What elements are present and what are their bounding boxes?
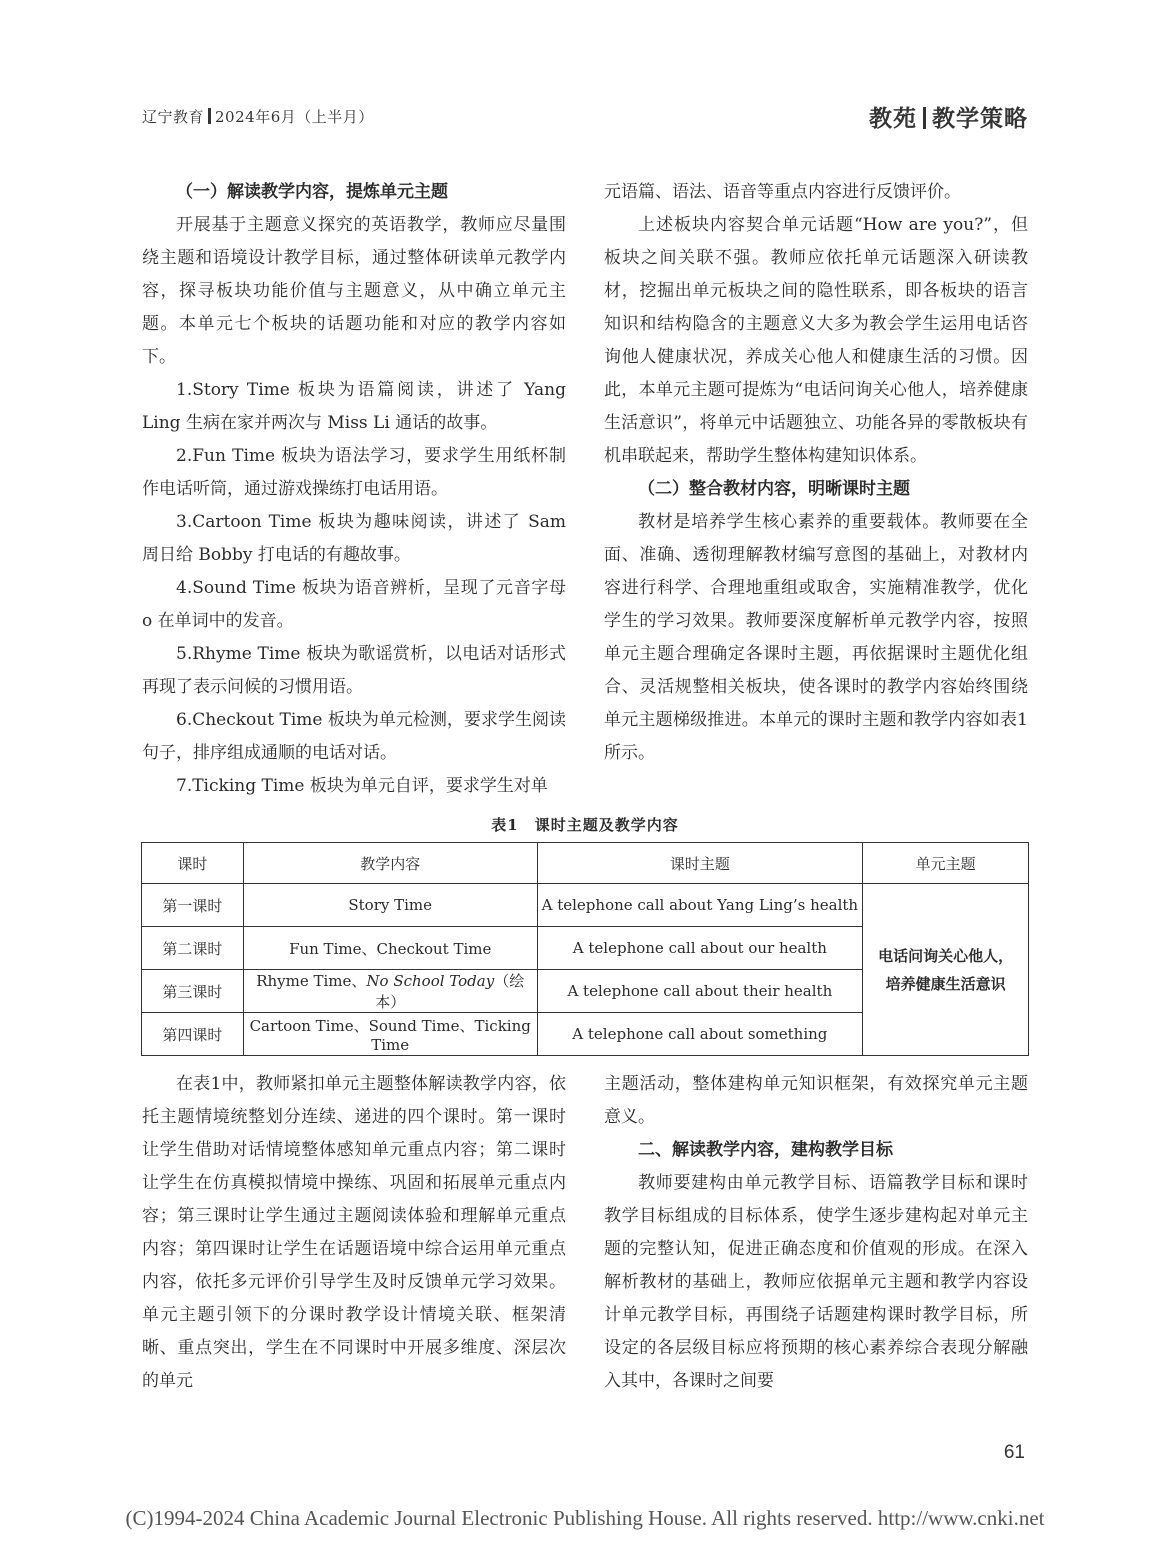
subsection-heading: （一）解读教学内容，提炼单元主题 bbox=[176, 182, 448, 202]
header-divider bbox=[208, 108, 211, 124]
paragraph: 1.Story Time 板块为语篇阅读，讲述了 Yang Ling 生病在家并两次与 Miss Li 通话的故事。 bbox=[142, 380, 566, 433]
left-column-lower bbox=[142, 1068, 566, 1398]
topic-cell: A telephone call about their health bbox=[537, 970, 863, 1013]
topic-cell: A telephone call about our health bbox=[537, 927, 863, 970]
unit-theme-cell bbox=[863, 884, 1029, 1056]
paragraph: 7.Ticking Time 板块为单元自评，要求学生对单 bbox=[176, 776, 548, 796]
lesson-cell: 第二课时 bbox=[142, 927, 244, 970]
paragraph: 教材是培养学生核心素养的重要载体。教师要在全面、准确、透彻理解教材编写意图的基础上，对教材内容进行科学、合理地重组或取舍，实施精准教学，优化学生的学习效果。教师要深度解析单元教学内容，按照单元主题合理确定各课时主题，再依据课时主题优化组合、灵活规整相关板块，使各课时的教学内容始终围绕单元主题梯级推进。本单元的课时主题和教学内容如表1所示。 bbox=[604, 512, 1028, 763]
table-header: 课时主题 bbox=[537, 843, 863, 884]
running-header-right bbox=[869, 100, 1028, 133]
content-cell bbox=[243, 970, 537, 1013]
unit-theme-line: 培养健康生活意识 bbox=[885, 974, 1006, 993]
lesson-cell: 第四课时 bbox=[142, 1013, 244, 1056]
content-text: （绘本） bbox=[375, 972, 525, 1011]
book-title: No School Today bbox=[366, 972, 495, 990]
header-divider bbox=[923, 107, 926, 129]
copyright-footer: (C)1994-2024 China Academic Journal Electronic Publishing House. All rights reserved. http://www.cnki.net bbox=[125, 1506, 1045, 1530]
right-column-lower bbox=[604, 1068, 1028, 1398]
section-heading: 二、解读教学内容，建构教学目标 bbox=[638, 1140, 893, 1160]
lesson-cell: 第三课时 bbox=[142, 970, 244, 1013]
journal-name: 辽宁教育 bbox=[142, 108, 205, 126]
content-cell: Story Time bbox=[243, 884, 537, 927]
paragraph: 6.Checkout Time 板块为单元检测，要求学生阅读句子，排序组成通顺的电话对话。 bbox=[142, 710, 566, 763]
content-cell: Fun Time、Checkout Time bbox=[243, 927, 537, 970]
issue-date: 2024年6月（上半月） bbox=[215, 108, 374, 126]
left-column bbox=[142, 176, 566, 803]
content-cell: Cartoon Time、Sound Time、Ticking Time bbox=[243, 1013, 537, 1056]
running-header-left bbox=[142, 106, 374, 127]
table-caption: 表1 课时主题及教学内容 bbox=[491, 816, 679, 834]
topic-cell: A telephone call about something bbox=[537, 1013, 863, 1056]
subsection-heading: （二）整合教材内容，明晰课时主题 bbox=[638, 479, 910, 499]
table-header: 课时 bbox=[142, 843, 244, 884]
topic-cell: A telephone call about Yang Ling’s health bbox=[537, 884, 863, 927]
table-row bbox=[142, 884, 1029, 927]
table-header: 单元主题 bbox=[863, 843, 1029, 884]
right-column bbox=[604, 176, 1028, 770]
paragraph: 主题活动，整体建构单元知识框架，有效探究单元主题意义。 bbox=[604, 1074, 1028, 1127]
content-text: Rhyme Time、 bbox=[256, 972, 367, 990]
table-header-row bbox=[142, 843, 1029, 884]
paragraph: 开展基于主题意义探究的英语教学，教师应尽量围绕主题和语境设计教学目标，通过整体研读单元教学内容，探寻板块功能价值与主题意义，从中确立单元主题。本单元七个板块的话题功能和对应的教学内容如下。 bbox=[142, 215, 566, 367]
paragraph: 2.Fun Time 板块为语法学习，要求学生用纸杯制作电话听筒，通过游戏操练打电话用语。 bbox=[142, 446, 566, 499]
paragraph: 元语篇、语法、语音等重点内容进行反馈评价。 bbox=[604, 182, 961, 202]
paragraph: 5.Rhyme Time 板块为歌谣赏析，以电话对话形式再现了表示问候的习惯用语。 bbox=[142, 644, 566, 697]
paragraph: 上述板块内容契合单元话题“How are you?”，但板块之间关联不强。教师应依托单元话题深入研读教材，挖掘出单元板块之间的隐性联系，即各板块的语言知识和结构隐含的主题意义大多为教会学生运用电话咨询他人健康状况，养成关心他人和健康生活的习惯。因此，本单元主题可提炼为“电话问询关心他人，培养健康生活意识”，将单元中话题独立、功能各异的零散板块有机串联起来，帮助学生整体构建知识体系。 bbox=[604, 215, 1028, 466]
table-header: 教学内容 bbox=[243, 843, 537, 884]
section-name-b: 教学策略 bbox=[932, 105, 1028, 132]
paragraph: 4.Sound Time 板块为语音辨析，呈现了元音字母 o 在单词中的发音。 bbox=[142, 578, 566, 631]
section-name-a: 教苑 bbox=[869, 105, 917, 132]
paragraph: 教师要建构由单元教学目标、语篇教学目标和课时教学目标组成的目标体系，使学生逐步建构起对单元主题的完整认知，促进正确态度和价值观的形成。在深入解析教材的基础上，教师应依据单元主题和教学内容设计单元教学目标，再围绕子话题建构课时教学目标，所设定的各层级目标应将预期的核心素养综合表现分解融入其中，各课时之间要 bbox=[604, 1173, 1028, 1391]
lesson-cell: 第一课时 bbox=[142, 884, 244, 927]
paragraph: 在表1中，教师紧扣单元主题整体解读教学内容，依托主题情境统整划分连续、递进的四个课时。第一课时让学生借助对话情境整体感知单元重点内容；第二课时让学生在仿真模拟情境中操练、巩固和拓展单元重点内容；第三课时让学生通过主题阅读体验和理解单元重点内容；第四课时让学生在话题语境中综合运用单元重点内容，依托多元评价引导学生及时反馈单元学习效果。单元主题引领下的分课时教学设计情境关联、框架清晰、重点突出，学生在不同课时中开展多维度、深层次的单元 bbox=[142, 1074, 566, 1391]
lesson-table bbox=[141, 842, 1029, 1056]
paragraph: 3.Cartoon Time 板块为趣味阅读，讲述了 Sam 周日给 Bobby 打电话的有趣故事。 bbox=[142, 512, 566, 565]
unit-theme-line: 电话问询关心他人， bbox=[878, 946, 1014, 965]
page-number: 61 bbox=[1003, 1442, 1025, 1463]
